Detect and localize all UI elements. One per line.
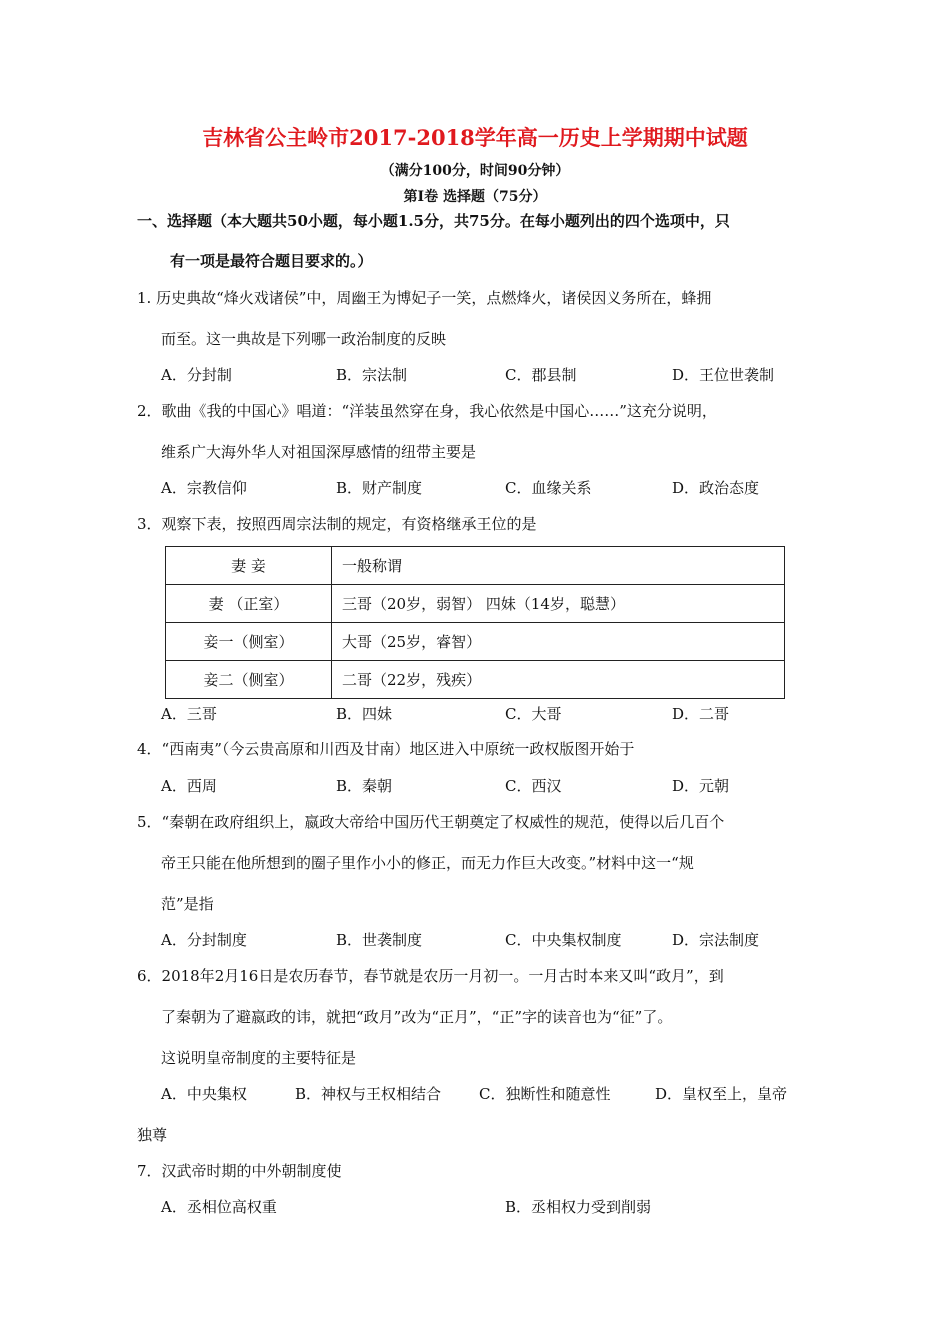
q6-line3: 这说明皇帝制度的主要特征是 <box>161 1049 357 1067</box>
table-cell: 妾二（侧室） <box>166 661 332 699</box>
q6-option-b: B．神权与王权相结合 <box>295 1085 442 1103</box>
volume-heading: 第Ⅰ卷 选择题（75分） <box>403 189 547 205</box>
q1-option-b: B．宗法制 <box>336 366 408 384</box>
table-cell: 大哥（25岁，睿智） <box>332 623 785 661</box>
exam-subtitle: （满分100分，时间90分钟） <box>380 163 570 179</box>
table-row <box>166 661 785 699</box>
page-title: 吉林省公主岭市2017-2018学年高一历史上学期期中试题 <box>202 125 748 150</box>
q4-option-b: B．秦朝 <box>336 777 393 795</box>
q6-line1: 6．2018年2月16日是农历春节，春节就是农历一月初一。一月古时本来又叫“政月”，到 <box>137 967 724 985</box>
q2-option-a: A．宗教信仰 <box>161 479 247 497</box>
q5-option-c: C．中央集权制度 <box>505 931 622 949</box>
section-heading-line1: 一、选择题（本大题共50小题，每小题1.5分，共75分。在每小题列出的四个选项中，只 <box>137 212 730 230</box>
table-row <box>166 585 785 623</box>
q5-line1: 5．“秦朝在政府组织上，嬴政大帝给中国历代王朝奠定了权威性的规范，使得以后几百个 <box>137 813 725 831</box>
q3-line1: 3．观察下表，按照西周宗法制的规定，有资格继承王位的是 <box>137 515 537 533</box>
q3-option-d: D．二哥 <box>672 705 730 723</box>
q7-line1: 7．汉武帝时期的中外朝制度使 <box>137 1162 342 1180</box>
q7-option-a: A．丞相位高权重 <box>161 1198 277 1216</box>
q1-line2: 而至。这一典故是下列哪一政治制度的反映 <box>161 330 447 348</box>
q1-option-a: A．分封制 <box>161 366 232 384</box>
q6-option-d-wrap: 独尊 <box>137 1126 168 1144</box>
q1-option-c: C．郡县制 <box>505 366 577 384</box>
table-cell: 妻 （正室） <box>166 585 332 623</box>
q7-option-b: B．丞相权力受到削弱 <box>505 1198 652 1216</box>
q3-option-b: B．四妹 <box>336 705 393 723</box>
q5-option-b: B．世袭制度 <box>336 931 423 949</box>
table-cell: 妻 妾 <box>166 547 332 585</box>
q1-line1: 1. 历史典故“烽火戏诸侯”中，周幽王为博妃子一笑，点燃烽火，诸侯因义务所在，蜂拥 <box>137 289 712 307</box>
section-heading-line2: 有一项是最符合题目要求的。） <box>170 252 373 270</box>
q4-option-c: C．西汉 <box>505 777 562 795</box>
q3-option-c: C．大哥 <box>505 705 562 723</box>
q6-option-d: D．皇权至上，皇帝 <box>655 1085 788 1103</box>
q2-line2: 维系广大海外华人对祖国深厚感情的纽带主要是 <box>161 443 477 461</box>
q2-option-c: C．血缘关系 <box>505 479 592 497</box>
table-row <box>166 623 785 661</box>
table-cell: 妾一（侧室） <box>166 623 332 661</box>
q5-option-a: A．分封制度 <box>161 931 247 949</box>
q6-option-a: A．中央集权 <box>161 1085 247 1103</box>
q4-option-d: D．元朝 <box>672 777 730 795</box>
table-cell: 一般称谓 <box>332 547 785 585</box>
q1-option-d: D．王位世袭制 <box>672 366 775 384</box>
q2-option-d: D．政治态度 <box>672 479 760 497</box>
q4-option-a: A．西周 <box>161 777 217 795</box>
table-cell: 三哥（20岁，弱智） 四妹（14岁，聪慧） <box>332 585 785 623</box>
q6-line2: 了秦朝为了避嬴政的讳，就把“政月”改为“正月”，“正”字的读音也为“征”了。 <box>161 1008 673 1026</box>
table-header-row <box>166 547 785 585</box>
q5-option-d: D．宗法制度 <box>672 931 760 949</box>
q3-option-a: A．三哥 <box>161 705 217 723</box>
q2-option-b: B．财产制度 <box>336 479 423 497</box>
succession-table <box>165 546 785 699</box>
q5-line3: 范”是指 <box>161 895 214 913</box>
q2-line1: 2．歌曲《我的中国心》唱道：“洋装虽然穿在身，我心依然是中国心……”这充分说明， <box>137 402 717 420</box>
q4-line1: 4．“西南夷”（今云贵高原和川西及甘南）地区进入中原统一政权版图开始于 <box>137 740 635 758</box>
q5-line2: 帝王只能在他所想到的圈子里作小小的修正，而无力作巨大改变。”材料中这一“规 <box>161 854 694 872</box>
table-cell: 二哥（22岁，残疾） <box>332 661 785 699</box>
q6-option-c: C．独断性和随意性 <box>479 1085 611 1103</box>
